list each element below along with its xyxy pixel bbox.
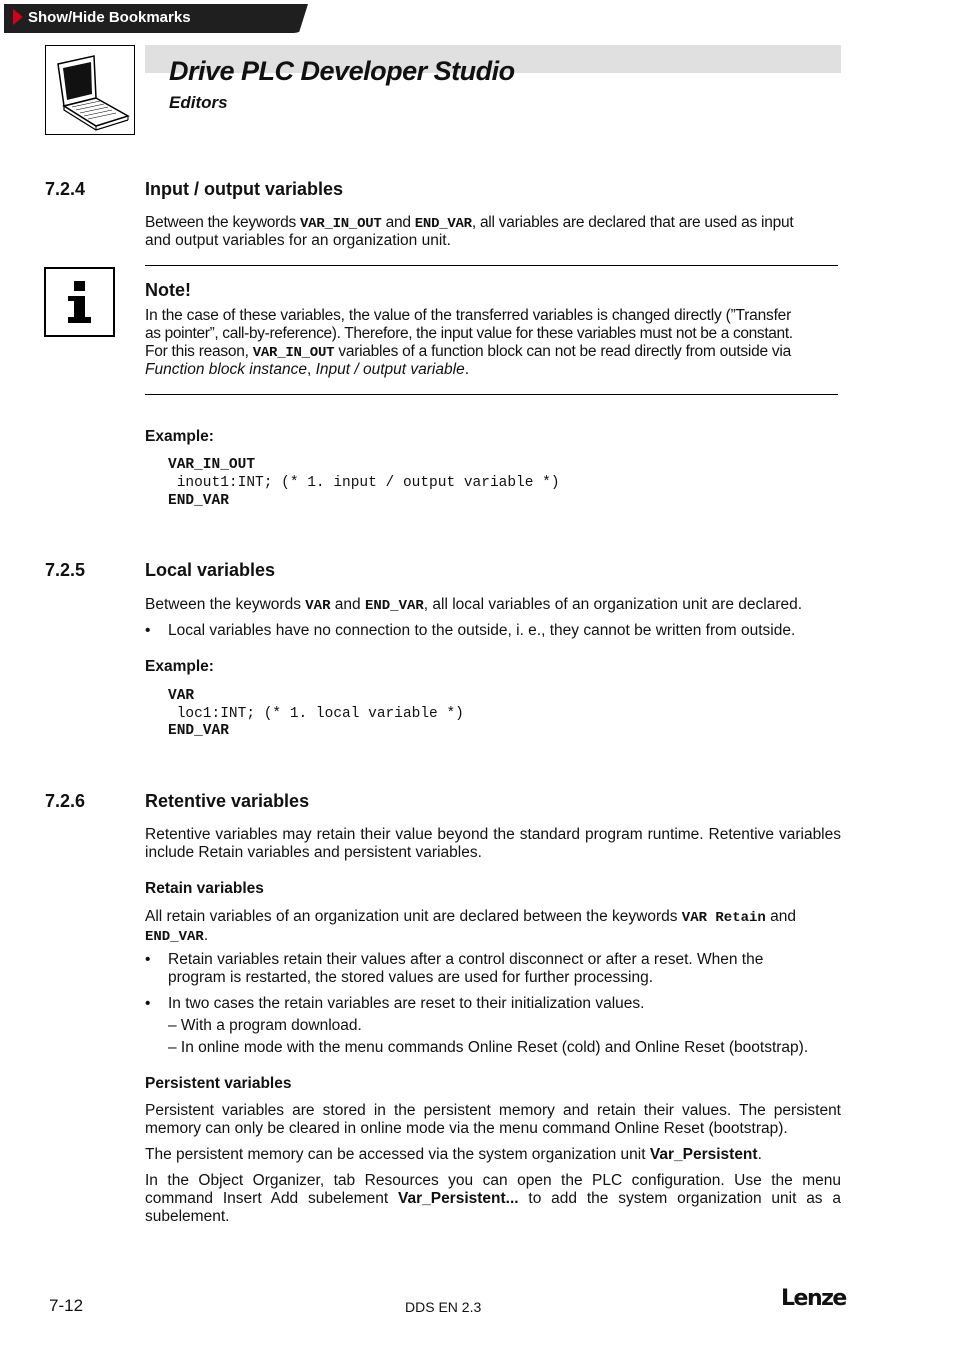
laptop-icon xyxy=(45,45,135,135)
paragraph: The persistent memory can be accessed via the system organization unit Var_Persistent. xyxy=(145,1146,762,1163)
code-line: inout1:INT; (* 1. input / output variable *) xyxy=(168,475,560,491)
list-item: • Local variables have no connection to the outside, i. e., they cannot be written from outside. xyxy=(145,622,796,639)
sub-list-item: – In online mode with the menu commands Online Reset (cold) and Online Reset (bootstrap). xyxy=(168,1039,809,1056)
page-number: 7-12 xyxy=(49,1296,84,1315)
bullet-icon: • xyxy=(145,622,151,639)
note-bottom-rule xyxy=(145,394,838,395)
document-title: Drive PLC Developer Studio xyxy=(169,56,515,86)
info-icon xyxy=(44,267,115,337)
paragraph: Between the keywords VAR and END_VAR, all local variables of an organization unit are declared. xyxy=(145,596,803,614)
code-line: loc1:INT; (* 1. local variable *) xyxy=(168,706,464,722)
note-line: In the case of these variables, the value of the transferred variables is changed directly (”Transfer xyxy=(145,307,792,324)
paragraph: In the Object Organizer, tab Resources you can open the PLC configuration. Use the menu command Insert Add subelement Var_Persistent... to add the system organization unit as a subelement. xyxy=(145,1172,842,1225)
paragraph: All retain variables of an organization unit are declared between the keywords VAR Retain and END_VAR. xyxy=(145,908,796,945)
note-line: For this reason, VAR_IN_OUT variables of a function block can not be read directly from outside via xyxy=(145,343,791,361)
paragraph: Retentive variables may retain their value beyond the standard program runtime. Retentive variables include Retain variables and persistent variables. xyxy=(145,826,841,861)
bookmark-arrow-icon xyxy=(13,9,23,25)
note-title: Note! xyxy=(145,280,191,300)
section-number: 7.2.6 xyxy=(45,791,86,811)
paragraph: Between the keywords VAR_IN_OUT and END_VAR, all variables are declared that are used as input xyxy=(145,214,794,232)
example-label: Example: xyxy=(145,658,214,675)
section-title: Input / output variables xyxy=(145,179,344,199)
subheading: Retain variables xyxy=(145,880,264,897)
example-label: Example: xyxy=(145,428,214,445)
note-line: as pointer”, call-by-reference). Therefore, the input value for these variables must not be a constant. xyxy=(145,325,793,342)
paragraph-line: and output variables for an organization unit. xyxy=(145,232,451,249)
section-title: Retentive variables xyxy=(145,791,310,811)
list-item: • Retain variables retain their values after a control disconnect or after a reset. When the program is restarted, the stored values are used for further processing. xyxy=(145,951,764,986)
section-number: 7.2.4 xyxy=(45,179,86,199)
bullet-icon: • xyxy=(145,951,151,968)
document-code: DDS EN 2.3 xyxy=(405,1299,482,1315)
bookmark-label[interactable]: Show/Hide Bookmarks xyxy=(28,9,191,26)
bullet-icon: • xyxy=(145,995,151,1012)
subheading: Persistent variables xyxy=(145,1075,292,1092)
paragraph: Persistent variables are stored in the persistent memory and retain their values. The persistent memory can only be cleared in online mode via the menu command Online Reset (bootstrap). xyxy=(145,1102,841,1137)
note-top-rule xyxy=(145,265,838,266)
section-title: Local variables xyxy=(145,560,276,580)
code-line: END_VAR xyxy=(168,723,229,739)
document-subtitle: Editors xyxy=(169,93,228,112)
lenze-logo: Lenze xyxy=(781,1286,846,1311)
code-line: VAR_IN_OUT xyxy=(168,457,256,473)
sub-list-item: – With a program download. xyxy=(168,1017,362,1034)
note-line: Function block instance, Input / output variable. xyxy=(145,361,469,378)
code-line: VAR xyxy=(168,688,195,704)
code-line: END_VAR xyxy=(168,493,229,509)
list-item: • In two cases the retain variables are reset to their initialization values. xyxy=(145,995,645,1012)
section-number: 7.2.5 xyxy=(45,560,86,580)
